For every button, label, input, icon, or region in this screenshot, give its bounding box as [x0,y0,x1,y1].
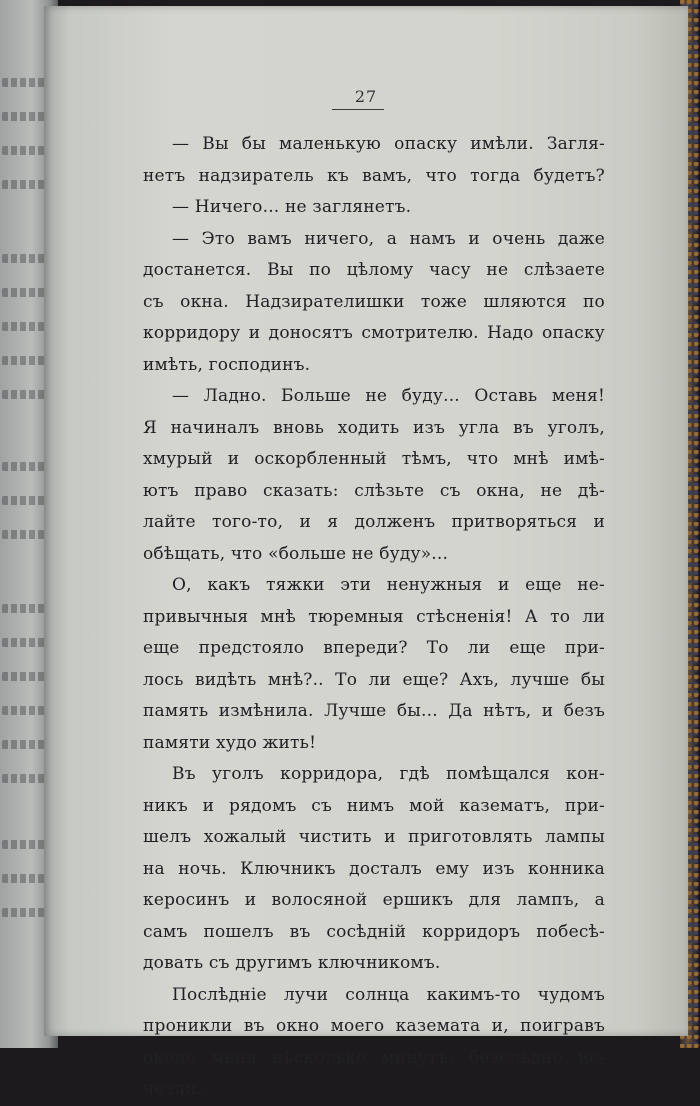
text-line: — Вы бы маленькую опаску имѣли. Загля- [172,134,605,154]
text-line: имѣть, господинъ. [143,354,311,375]
text-line: — Ладно. Больше не буду... Оставь меня! [172,386,605,406]
text-line: нетъ надзиратель къ вамъ, что тогда будетъ? [143,165,605,186]
text-line: проникли въ окно моего каземата и, поигравъ [143,1016,605,1036]
text-line: О, какъ тяжки эти ненужныя и еще не- [172,575,605,595]
page-number: 27 [354,87,378,106]
text-line: обѣщать, что «больше не буду»... [143,543,449,564]
text-line: — Ничего... не заглянетъ. [172,197,412,217]
text-line: еще предстояло впереди? То ли еще при- [143,638,605,658]
text-line: чезли... [143,1079,214,1099]
book-page [44,6,688,1099]
text-line: Я начиналъ вновь ходить изъ угла въ уголъ, [143,417,605,438]
page-number-rule [332,109,384,110]
text-line: довать съ другимъ ключникомъ. [143,953,441,973]
text-line: — Это вамъ ничего, а намъ и очень даже [172,228,605,249]
text-line: достанется. Вы по цѣлому часу не слѣзаете [143,260,605,280]
text-line: хмурый и оскорбленный тѣмъ, что мнѣ имѣ- [143,449,605,469]
text-line: на ночь. Ключникъ досталъ ему изъ конника [143,858,605,879]
text-line: керосинъ и волосяной ершикъ для лампъ, а [143,890,605,910]
text-line: память измѣнила. Лучше бы... Да нѣтъ, и безъ [143,701,605,721]
text-line: Въ уголъ корридора, гдѣ помѣщался кон- [172,764,605,784]
text-line: никъ и рядомъ съ нимъ мой казематъ, при- [143,795,605,816]
text-line: шелъ хожалый чистить и приготовлять лампы [143,827,605,847]
text-line: привычныя мнѣ тюремныя стѣсненія! А то ли [143,606,605,627]
text-line: корридору и доносятъ смотрителю. Надо опаску [143,323,605,343]
text-line: лайте того-то, и я долженъ притворяться и [143,512,605,532]
text-line: около меня нѣсколько минутъ, безслѣдно ис- [143,1047,605,1068]
text-line: самъ пошелъ въ сосѣднiй корридоръ побесѣ- [143,921,605,942]
text-line: съ окна. Надзирателишки тоже шляются по [143,291,605,312]
text-line: памяти худо жить! [143,732,317,753]
text-line: ютъ право сказать: слѣзьте съ окна, не дѣ- [143,480,605,501]
text-line: Послѣдніе лучи солнца какимъ-то чудомъ [172,984,605,1005]
text-line: лось видѣть мнѣ?.. То ли еще? Ахъ, лучше бы [143,669,605,690]
body-text [143,129,605,1106]
